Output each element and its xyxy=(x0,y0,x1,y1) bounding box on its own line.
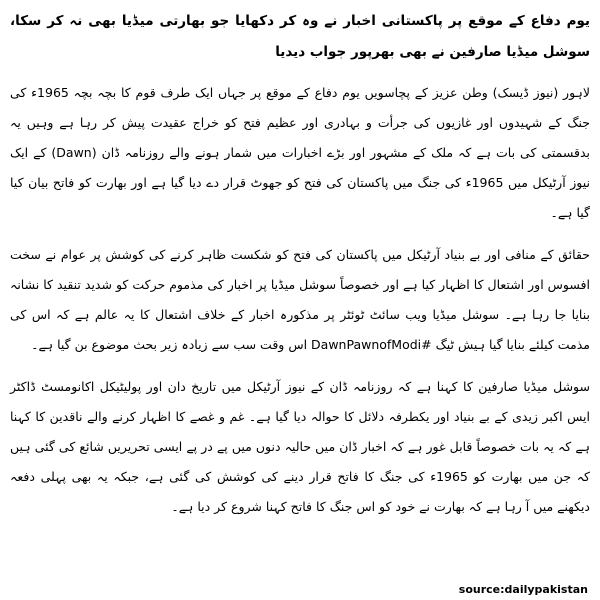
article-paragraph-1: لاہور (نیوز ڈیسک) وطن عزیز کے پچاسویں یوم دفاع کے موقع پر جہاں ایک طرف قوم کا بچہ بچہ 1965ء کی جنگ کے شہیدوں اور غازیوں کی جرأت و بہادری اور عظیم فتح کو خراج عقیدت پیش کر رہا ہے وہیں یہ بدقسمتی کی بات ہے کہ ملک کے مشہور اور بڑے اخبارات میں شمار ہونے والے روزنامہ ڈان (Dawn) کے ایک نیوز آرٹیکل میں 1965ء کی جنگ میں پاکستان کی فتح کو جھوٹ قرار دے دیا گیا ہے اور بھارت کو فاتح بیان کیا گیا ہے۔ xyxy=(10,85,590,220)
source-credit: source:dailypakistan xyxy=(458,583,588,596)
article-paragraph-3: سوشل میڈیا صارفین کا کہنا ہے کہ روزنامہ ڈان کے نیوز آرٹیکل میں تاریخ دان اور پولیٹیکل اکانومسٹ ڈاکٹر ایس اکبر زیدی کے بے بنیاد اور یکطرفہ دلائل کا حوالہ دیا گیا ہے۔ غم و غصے کا اظہار کرنے والے ناقدین کا کہنا ہے کہ یہ بات خصوصاً قابل غور ہے کہ اخبار ڈان میں حالیہ دنوں میں پے در پے ایسی تحریریں شائع کی گئی ہیں کہ جن میں بھارت کو 1965ء کی جنگ کا فاتح قرار دینے کی کوشش کی گئی ہے، جبکہ یہ بھی پہلی دفعہ دیکھنے میں آ رہا ہے کہ بھارت نے خود کو اس جنگ کا فاتح کہنا شروع کر دیا ہے۔ xyxy=(10,379,590,514)
article-headline: یوم دفاع کے موقع پر پاکستانی اخبار نے وہ کر دکھایا جو بھارتی میڈیا بھی نہ کر سکا، سوشل میڈیا صارفین نے بھی بھرپور جواب دیدیا xyxy=(10,13,590,60)
article-paragraph-2: حقائق کے منافی اور بے بنیاد آرٹیکل میں پاکستان کی فتح کو شکست ظاہر کرنے کی کوشش پر عوام نے سخت افسوس اور اشتعال کا اظہار کیا ہے اور خصوصاً سوشل میڈیا پر اخبار کی مذموم حرکت کو شدید تنقید کا نشانہ بنایا جا رہا ہے۔ سوشل میڈیا ویب سائٹ ٹوئٹر پر مذکورہ اخبار کے خلاف اشتعال کا یہ عالم ہے کہ اس کی مذمت کیلئے بنایا گیا ہیش ٹیگ #DawnPawnofModi اس وقت سب سے زیادہ زیر بحث موضوع بن گیا ہے۔ xyxy=(10,247,590,352)
news-article xyxy=(10,6,590,534)
